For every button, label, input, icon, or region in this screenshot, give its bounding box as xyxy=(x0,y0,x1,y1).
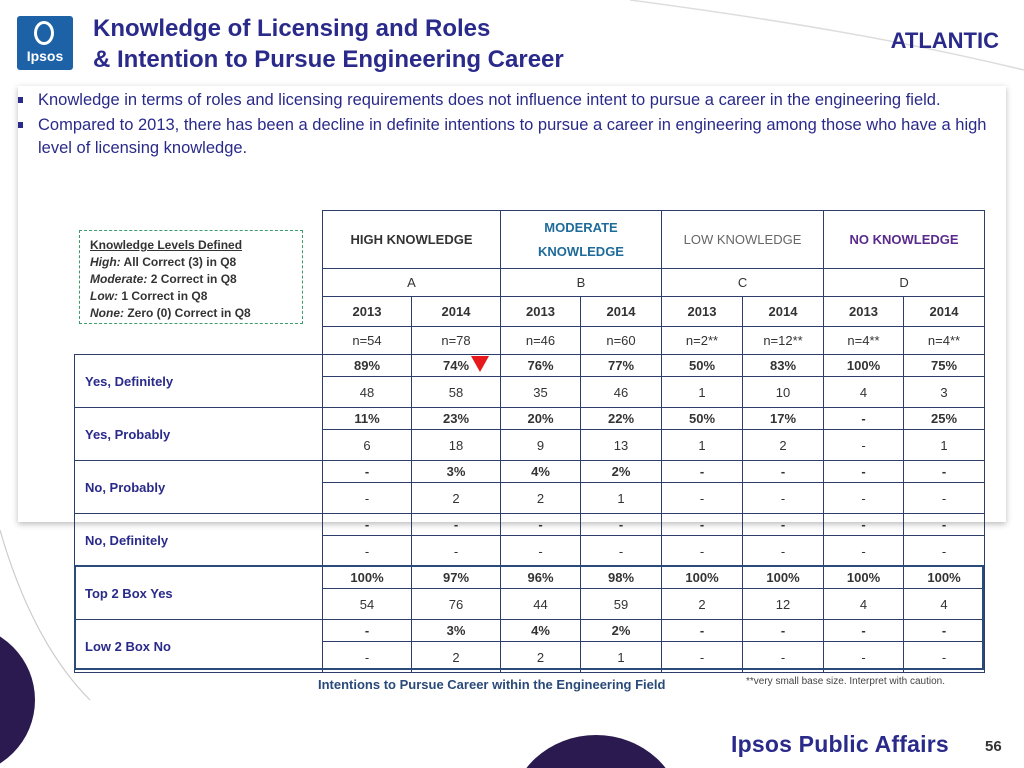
legend-desc: 1 Correct in Q8 xyxy=(121,289,208,303)
percent-cell: - xyxy=(662,514,743,536)
count-cell: 1 xyxy=(662,430,743,461)
row-label: Yes, Probably xyxy=(75,408,323,461)
count-cell: 54 xyxy=(323,589,412,620)
count-cell: 9 xyxy=(501,430,581,461)
bullet-square-icon xyxy=(18,97,23,103)
pct-row xyxy=(75,355,985,377)
title-line-2: & Intention to Pursue Engineering Career xyxy=(93,46,564,73)
bullet-text: Knowledge in terms of roles and licensing requirements does not influence intent to pursue a career in the engineering field. xyxy=(38,91,941,109)
count-cell: 6 xyxy=(323,430,412,461)
year-cell: 2014 xyxy=(412,297,501,327)
legend-desc: All Correct (3) in Q8 xyxy=(123,255,237,269)
percent-cell: 100% xyxy=(323,567,412,589)
year-cell: 2013 xyxy=(323,297,412,327)
decor-circle-bottom xyxy=(510,735,682,768)
group-header-moderate: MODERATE KNOWLEDGE xyxy=(501,211,662,269)
percent-cell: 100% xyxy=(743,567,824,589)
count-cell: 2 xyxy=(743,430,824,461)
pct-row xyxy=(75,514,985,536)
pct-row xyxy=(75,461,985,483)
count-cell: 12 xyxy=(743,589,824,620)
group-header-low: LOW KNOWLEDGE xyxy=(662,211,824,269)
percent-cell: - xyxy=(904,461,985,483)
count-cell: 1 xyxy=(581,642,662,673)
count-cell: - xyxy=(743,642,824,673)
percent-cell: - xyxy=(743,514,824,536)
percent-cell: 75% xyxy=(904,355,985,377)
page-number: 56 xyxy=(985,738,1002,755)
group-letter: C xyxy=(662,269,824,297)
percent-cell: - xyxy=(743,461,824,483)
percent-cell: 2% xyxy=(581,620,662,642)
base-size-cell: n=78 xyxy=(412,327,501,355)
blank-cell xyxy=(75,211,323,269)
base-size-cell: n=4** xyxy=(824,327,904,355)
base-size-row xyxy=(75,327,985,355)
count-cell: 2 xyxy=(501,642,581,673)
count-cell: 2 xyxy=(501,483,581,514)
logo-mark-icon xyxy=(34,21,54,45)
row-label: No, Definitely xyxy=(75,514,323,567)
base-size-cell: n=2** xyxy=(662,327,743,355)
count-cell: 3 xyxy=(904,377,985,408)
legend-term: None: xyxy=(90,306,124,320)
bullet-item xyxy=(18,114,1003,161)
count-cell: - xyxy=(662,483,743,514)
base-size-cell: n=60 xyxy=(581,327,662,355)
count-cell: - xyxy=(581,536,662,567)
count-cell: 1 xyxy=(581,483,662,514)
count-cell: 2 xyxy=(412,483,501,514)
count-cell: 4 xyxy=(824,377,904,408)
count-cell: 4 xyxy=(824,589,904,620)
percent-cell: 17% xyxy=(743,408,824,430)
legend-heading: Knowledge Levels Defined xyxy=(90,238,243,252)
percent-cell: 3% xyxy=(412,620,501,642)
percent-cell: - xyxy=(323,514,412,536)
row-label: Low 2 Box No xyxy=(75,620,323,673)
count-cell: - xyxy=(824,536,904,567)
count-cell: 59 xyxy=(581,589,662,620)
percent-cell: 50% xyxy=(662,355,743,377)
percent-cell: - xyxy=(662,461,743,483)
percent-cell: 20% xyxy=(501,408,581,430)
count-cell: 58 xyxy=(412,377,501,408)
group-letter: A xyxy=(323,269,501,297)
percent-cell: 97% xyxy=(412,567,501,589)
legend-term: High: xyxy=(90,255,121,269)
base-size-note: **very small base size. Interpret with caution. xyxy=(746,676,945,687)
blank-cell xyxy=(75,269,323,297)
percent-cell: - xyxy=(904,620,985,642)
page-title xyxy=(93,13,564,75)
percent-cell: - xyxy=(412,514,501,536)
count-cell: 48 xyxy=(323,377,412,408)
percent-cell: - xyxy=(824,620,904,642)
year-cell: 2014 xyxy=(904,297,985,327)
pct-row xyxy=(75,620,985,642)
decor-circle-left xyxy=(0,625,35,768)
count-cell: - xyxy=(501,536,581,567)
count-cell: - xyxy=(904,642,985,673)
count-cell: 13 xyxy=(581,430,662,461)
group-header-row xyxy=(75,211,985,269)
count-cell: 1 xyxy=(662,377,743,408)
count-cell: - xyxy=(743,483,824,514)
legend-desc: Zero (0) Correct in Q8 xyxy=(127,306,251,320)
row-label: Yes, Definitely xyxy=(75,355,323,408)
count-cell: 2 xyxy=(662,589,743,620)
count-cell: - xyxy=(412,536,501,567)
percent-cell: - xyxy=(824,514,904,536)
pct-row xyxy=(75,567,985,589)
percent-cell: 50% xyxy=(662,408,743,430)
base-size-cell: n=12** xyxy=(743,327,824,355)
count-cell: 35 xyxy=(501,377,581,408)
percent-cell: 4% xyxy=(501,620,581,642)
group-letter: B xyxy=(501,269,662,297)
count-cell: - xyxy=(824,430,904,461)
percent-cell: - xyxy=(743,620,824,642)
legend-term: Moderate: xyxy=(90,272,148,286)
group-letter: D xyxy=(824,269,985,297)
count-cell: 76 xyxy=(412,589,501,620)
count-cell: - xyxy=(323,483,412,514)
blank-cell xyxy=(75,297,323,327)
percent-cell: 100% xyxy=(904,567,985,589)
year-cell: 2013 xyxy=(501,297,581,327)
count-cell: 10 xyxy=(743,377,824,408)
percent-cell: 100% xyxy=(824,567,904,589)
percent-cell: 23% xyxy=(412,408,501,430)
year-cell: 2014 xyxy=(581,297,662,327)
percent-cell: - xyxy=(904,514,985,536)
base-size-cell: n=4** xyxy=(904,327,985,355)
count-cell: - xyxy=(824,642,904,673)
base-size-cell: n=54 xyxy=(323,327,412,355)
count-cell: - xyxy=(662,642,743,673)
percent-cell: - xyxy=(581,514,662,536)
percent-cell: 100% xyxy=(824,355,904,377)
knowledge-intention-table xyxy=(74,210,985,673)
brand-name: Ipsos Public Affairs xyxy=(731,731,949,757)
count-cell: 2 xyxy=(412,642,501,673)
percent-cell: - xyxy=(323,620,412,642)
percent-cell: - xyxy=(501,514,581,536)
row-label: Top 2 Box Yes xyxy=(75,567,323,620)
percent-cell: - xyxy=(662,620,743,642)
title-line-1: Knowledge of Licensing and Roles xyxy=(93,15,491,42)
year-cell: 2013 xyxy=(824,297,904,327)
percent-cell: 2% xyxy=(581,461,662,483)
base-size-cell: n=46 xyxy=(501,327,581,355)
row-label: No, Probably xyxy=(75,461,323,514)
group-header-high: HIGH KNOWLEDGE xyxy=(323,211,501,269)
count-cell: - xyxy=(824,483,904,514)
percent-cell: 77% xyxy=(581,355,662,377)
percent-cell: - xyxy=(323,461,412,483)
count-cell: 4 xyxy=(904,589,985,620)
percent-cell: 89% xyxy=(323,355,412,377)
percent-cell: - xyxy=(824,461,904,483)
percent-cell: 76% xyxy=(501,355,581,377)
count-cell: - xyxy=(743,536,824,567)
count-cell: 44 xyxy=(501,589,581,620)
percent-cell: 74% xyxy=(412,355,501,377)
significant-decline-arrow-icon xyxy=(470,355,490,373)
group-header-none: NO KNOWLEDGE xyxy=(824,211,985,269)
percent-cell: 3% xyxy=(412,461,501,483)
legend-desc: 2 Correct in Q8 xyxy=(150,272,237,286)
count-cell: 18 xyxy=(412,430,501,461)
count-cell: 1 xyxy=(904,430,985,461)
percent-cell: 98% xyxy=(581,567,662,589)
percent-cell: 25% xyxy=(904,408,985,430)
count-cell: - xyxy=(323,536,412,567)
table-caption: Intentions to Pursue Career within the Engineering Field xyxy=(318,677,666,692)
pct-row xyxy=(75,408,985,430)
blank-cell xyxy=(75,327,323,355)
year-cell: 2014 xyxy=(743,297,824,327)
key-findings-list xyxy=(18,89,1003,162)
year-cell: 2013 xyxy=(662,297,743,327)
percent-cell: 96% xyxy=(501,567,581,589)
ipsos-logo xyxy=(17,16,73,70)
count-cell: - xyxy=(904,483,985,514)
bullet-square-icon xyxy=(18,122,23,128)
count-cell: - xyxy=(662,536,743,567)
count-cell: 46 xyxy=(581,377,662,408)
bullet-item xyxy=(18,89,1003,113)
bullet-text: Compared to 2013, there has been a decline in definite intentions to pursue a career in engineering among those who have a high level of licensing knowledge. xyxy=(38,115,987,157)
count-cell: - xyxy=(904,536,985,567)
percent-cell: 22% xyxy=(581,408,662,430)
logo-text: Ipsos xyxy=(26,48,64,64)
year-row xyxy=(75,297,985,327)
letter-row xyxy=(75,269,985,297)
count-cell: - xyxy=(323,642,412,673)
percent-cell: 83% xyxy=(743,355,824,377)
region-label: ATLANTIC xyxy=(890,28,999,53)
percent-cell: 4% xyxy=(501,461,581,483)
percent-cell: - xyxy=(824,408,904,430)
percent-cell: 11% xyxy=(323,408,412,430)
percent-cell: 100% xyxy=(662,567,743,589)
legend-term: Low: xyxy=(90,289,118,303)
